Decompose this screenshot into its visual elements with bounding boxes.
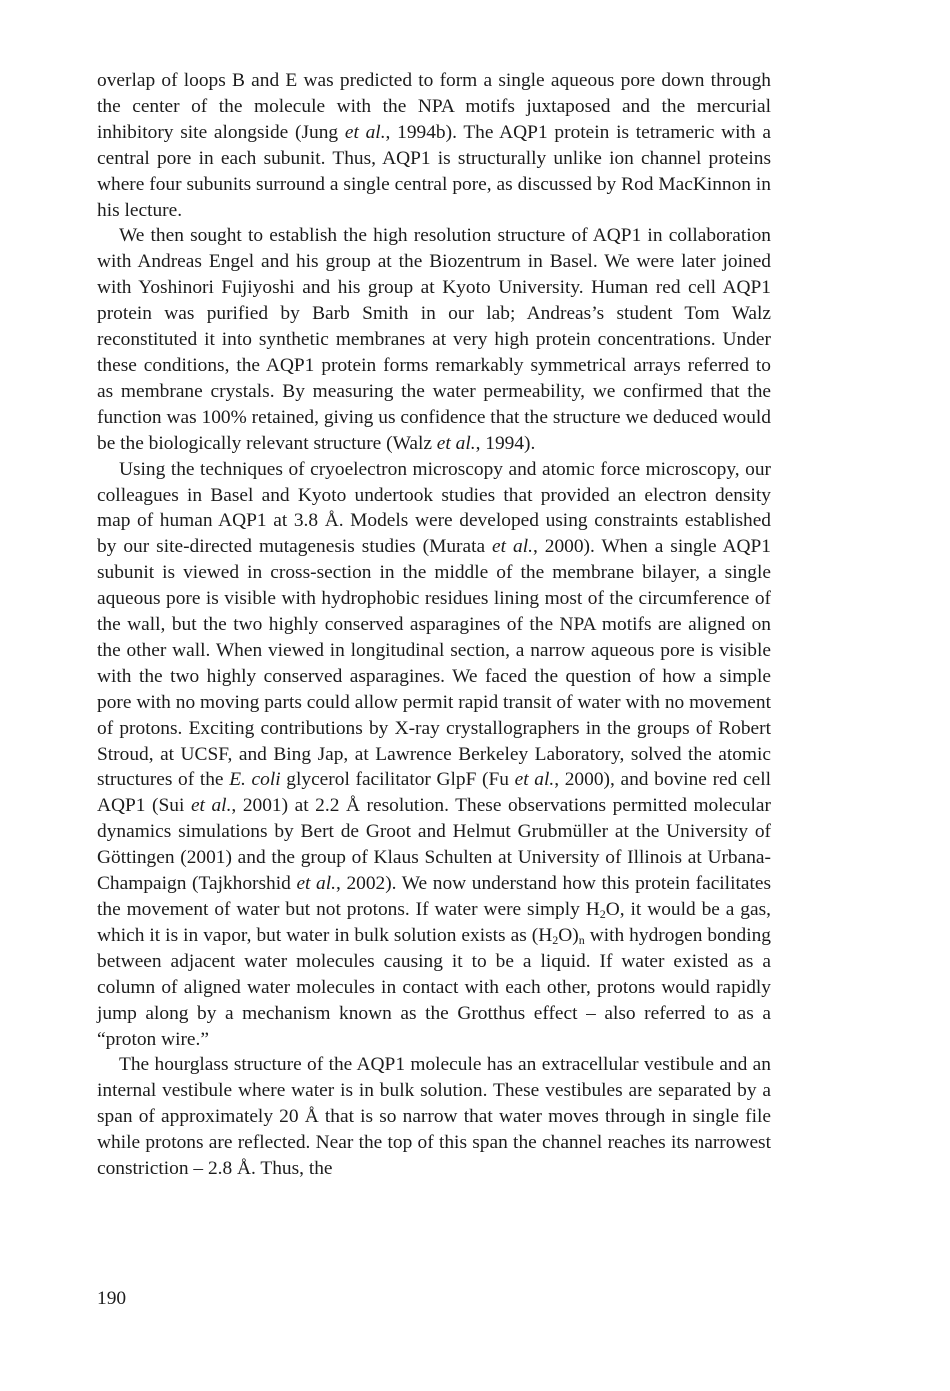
text-run: The hourglass structure of the AQP1 molecule has an extracellular vestibule and an internal vestibule where water is in bulk solution. These vestibules are separated by a span of approximately 20 Å that is so narrow that water moves through in single file while protons are reflected. Near the top of this span the channel reaches its narrowest constriction – 2.8 Å. Thus, the bbox=[97, 1054, 771, 1180]
subscript-text: 2 bbox=[599, 907, 606, 921]
text-run: overlap of loops B and E was predicted to form a single aqueous pore down through the center of the molecule with the NPA motifs juxtaposed and the mercurial inhibitory site alongside (Jung bbox=[97, 70, 771, 143]
italic-text: et al. bbox=[436, 432, 476, 454]
subscript-text: 2 bbox=[552, 932, 559, 947]
text-run: glycerol facilitator GlpF (Fu bbox=[280, 769, 515, 791]
paragraph-4 bbox=[97, 1052, 771, 1182]
subscript-text: n bbox=[578, 932, 585, 947]
document-body bbox=[97, 68, 771, 1182]
text-run: Using the techniques of cryoelectron microscopy and atomic force microscopy, our colleagues in Basel and Kyoto undertook studies that provided an electron density map of human AQP1 at 3.8 Å. Models were developed using constraints established by our site-directed mutagenesis studies (Murata bbox=[97, 458, 771, 558]
text-run: , 1994). bbox=[475, 432, 536, 454]
paragraph-2 bbox=[97, 223, 771, 456]
paragraph-3 bbox=[97, 457, 771, 1053]
text-run: We then sought to establish the high resolution structure of AQP1 in collaboration with Andreas Engel and his group at the Biozentrum in Basel. We were later joined with Yoshinori Fujiyoshi and his group at Kyoto University. Human red cell AQP1 protein was purified by Barb Smith in our lab; Andreas’s student Tom Walz reconstituted it into synthetic membranes at very high protein concentrations. Under these conditions, the AQP1 protein forms remarkably symmetrical arrays referred to as membrane crystals. By measuring the water permeability, we confirmed that the function was 100% retained, giving us confidence that the structure we deduced would be the biologically relevant structure (Walz bbox=[97, 225, 771, 454]
text-run: , 2002). We now understand how this protein facilitates the movement of water but not protons. If water were simply H bbox=[97, 873, 771, 920]
text-run: O, it would be a gas, which it is in vapor, but water in bulk solution exists as (H bbox=[97, 899, 771, 946]
text-run: with hydrogen bonding between adjacent water molecules causing it to be a liquid. If water existed as a column of aligned water molecules in contact with each other, protons would rapidly jump along by a mechanism known as the Grotthus effect – also referred to as a “proton wire.” bbox=[97, 924, 771, 1050]
italic-text: et al. bbox=[296, 873, 336, 895]
text-run: , 1994b). The AQP1 protein is tetrameric with a central pore in each subunit. Thus, AQP1 is structurally unlike ion channel proteins where four subunits surround a single central pore, as discussed by Rod MacKinnon in his lecture. bbox=[97, 121, 771, 221]
italic-text: et al. bbox=[190, 795, 232, 817]
text-run: , 2001) at 2.2 Å resolution. These observations permitted molecular dynamics simulations by Bert de Groot and Helmut Grubmüller at the University of Göttingen (2001) and the group of Klaus Schulten at University of Illinois at Urbana-Champaign (Tajkhorshid bbox=[97, 795, 771, 895]
italic-text: et al. bbox=[514, 769, 555, 791]
text-run: O) bbox=[558, 924, 579, 946]
italic-text: E. coli bbox=[229, 769, 281, 791]
page-number: 190 bbox=[97, 1288, 127, 1309]
text-run: , 2000). When a single AQP1 subunit is viewed in cross-section in the middle of the membrane bilayer, a single aqueous pore is visible with hydrophobic residues lining most of the circumference of the wall, but the two highly conserved asparagines of the NPA motifs are aligned on the other wall. When viewed in longitudinal section, a narrow aqueous pore is visible with the two highly conserved asparagines. We faced the question of how a simple pore with no moving parts could allow permit rapid transit of water with no movement of protons. Exciting contributions by X-ray crystallographers in the groups of Robert Stroud, at UCSF, and Bing Jap, at Lawrence Berkeley Laboratory, solved the atomic structures of the bbox=[97, 536, 771, 791]
paragraph-1 bbox=[97, 68, 771, 223]
italic-text: et al. bbox=[344, 121, 386, 143]
text-run: , 2000), and bovine red cell AQP1 (Sui bbox=[97, 769, 771, 817]
italic-text: et al. bbox=[492, 536, 533, 558]
